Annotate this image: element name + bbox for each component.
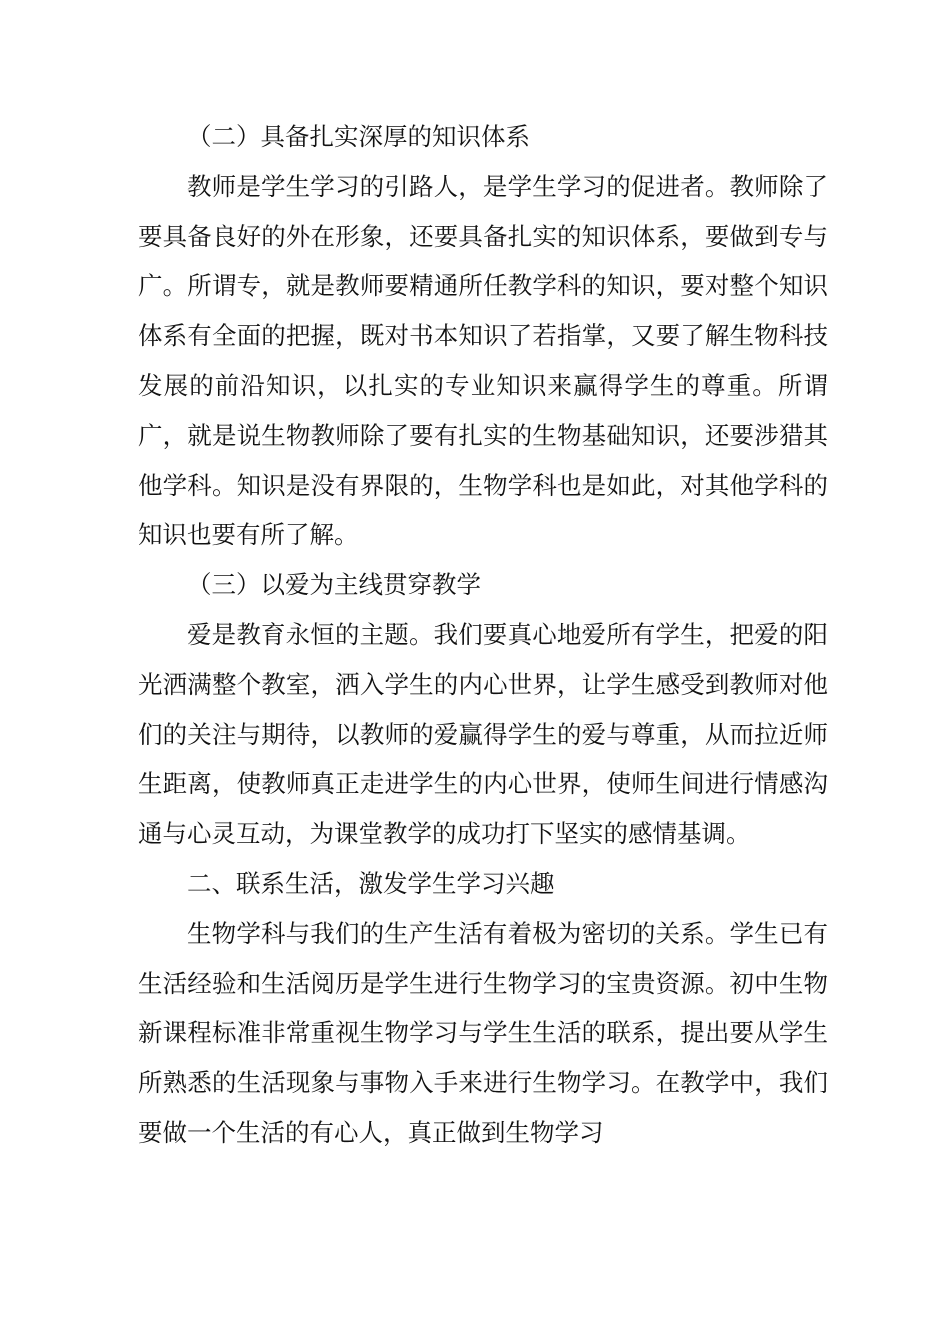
section-heading-knowledge-system: （二）具备扎实深厚的知识体系	[187, 122, 530, 151]
section-heading-connect-life: 二、联系生活，激发学生学习兴趣	[187, 868, 555, 898]
section-heading-love-teaching: （三）以爱为主线贯穿教学	[187, 570, 481, 600]
paragraph-love-teaching: 爱是教育永恒的主题。我们要真心地爱所有学生，把爱的阳光洒满整个教室，洒入学生的内心世界，让学生感受到教师对他们的关注与期待，以教师的爱赢得学生的爱与尊重，从而拉近师生距离，使教师真正走进学生的内心世界，使师生间进行情感沟通与心灵互动，为课堂教学的成功打下坚实的感情基调。	[138, 619, 828, 849]
document-body	[138, 112, 828, 1158]
paragraph-knowledge-system: 教师是学生学习的引路人，是学生学习的促进者。教师除了要具备良好的外在形象，还要具备扎实的知识体系，要做到专与广。所谓专，就是教师要精通所任教学科的知识，要对整个知识体系有全面的把握，既对书本知识了若指掌，又要了解生物科技发展的前沿知识，以扎实的专业知识来赢得学生的尊重。所谓广，就是说生物教师除了要有扎实的生物基础知识，还要涉猎其他学科。知识是没有界限的，生物学科也是如此，对其他学科的知识也要有所了解。	[138, 171, 828, 550]
paragraph-connect-life: 生物学科与我们的生产生活有着极为密切的关系。学生已有生活经验和生活阅历是学生进行生物学习的宝贵资源。初中生物新课程标准非常重视生物学习与学生生活的联系，提出要从学生所熟悉的生活现象与事物入手来进行生物学习。在教学中，我们要做一个生活的有心人，真正做到生物学习	[138, 918, 828, 1147]
